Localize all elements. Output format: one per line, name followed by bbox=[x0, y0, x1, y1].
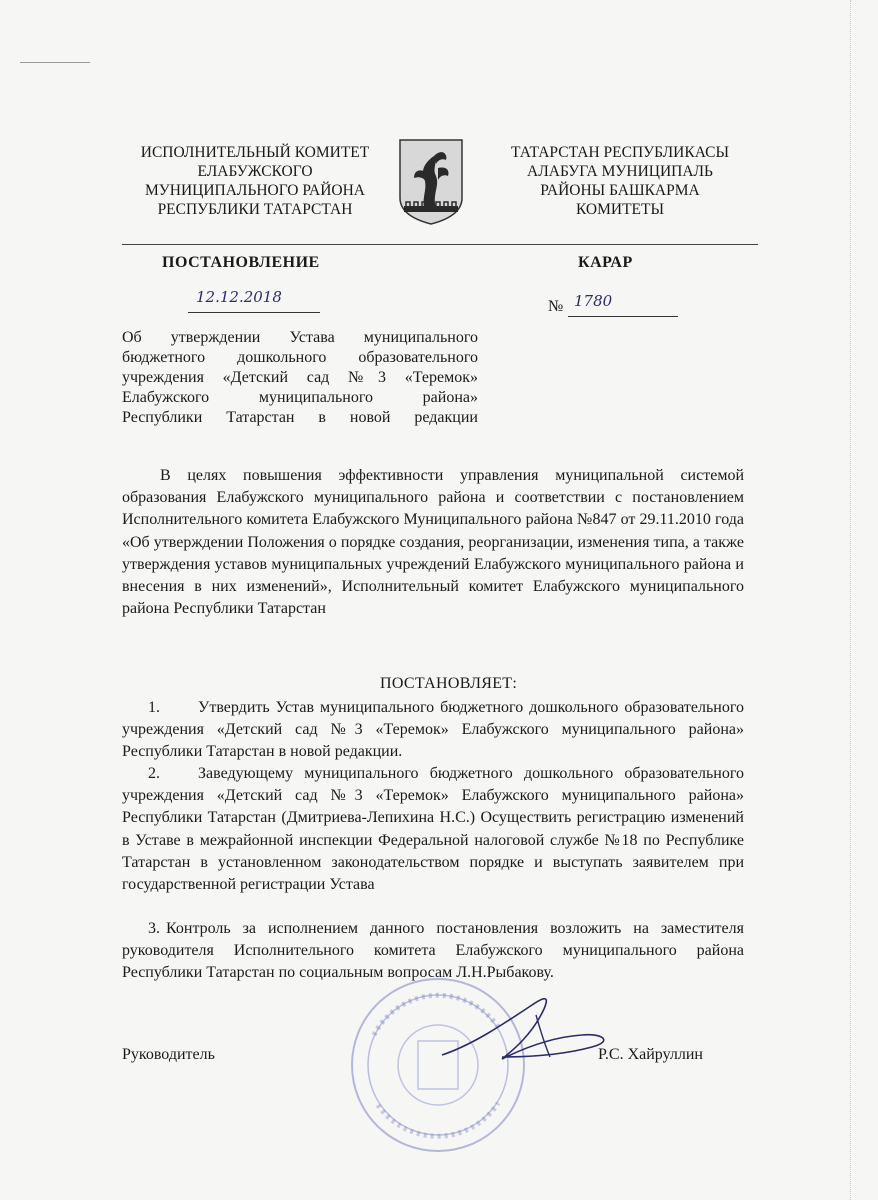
header-right-line: РАЙОНЫ БАШКАРМА bbox=[540, 182, 700, 199]
header-right-block bbox=[490, 143, 750, 219]
decree-item-number: 1. bbox=[148, 699, 160, 716]
decree-item bbox=[122, 763, 744, 896]
decree-item bbox=[122, 697, 744, 764]
scan-edge bbox=[850, 0, 851, 1200]
subject-line: бюджетного дошкольного образовательного bbox=[122, 349, 478, 366]
preamble-paragraph: В целях повышения эффективности управления муниципальной системой образования Елабужского муниципального района и соответствии с постановлением Исполнительного комитета Елабужского Муниципального района №847 от 29.11.2010 года «Об утверждении Положения о порядке создания, реорганизации, изменения типа, а также утверждения уставов муниципальных учреждений Елабужского муниципального района и внесения в них изменений», Исполнительный комитет Елабужского муниципального района Республики Татарстан bbox=[122, 467, 744, 618]
header-right-line: КОМИТЕТЫ bbox=[575, 201, 665, 218]
header-left-line: ЕЛАБУЖСКОГО bbox=[197, 163, 313, 180]
document-title: ПОСТАНОВЛЕНИЕ bbox=[162, 254, 320, 271]
subject-line: учреждения «Детский сад №3 «Теремок» bbox=[122, 369, 478, 386]
header-left-block bbox=[120, 143, 390, 219]
number-label: № bbox=[548, 298, 564, 315]
header-right-line: АЛАБУГА МУНИЦИПАЛЬ bbox=[527, 163, 713, 180]
decree-item-number: 3. bbox=[148, 920, 160, 937]
decrees-heading: ПОСТАНОВЛЯЕТ: bbox=[380, 675, 518, 692]
header-left-line: ИСПОЛНИТЕЛЬНЫЙ КОМИТЕТ bbox=[140, 144, 370, 161]
signatory-position: Руководитель bbox=[122, 1046, 215, 1063]
coat-of-arms-icon bbox=[398, 138, 464, 226]
document-date: 12.12.2018 bbox=[196, 288, 282, 306]
decree-item-text: Контроль за исполнением данного постановления возложить на заместителя руководителя Исполнительного комитета Елабужского муниципального района Республики Татарстан по социальным вопросам Л.Н.Рыбакову. bbox=[122, 920, 744, 982]
header-left-line: РЕСПУБЛИКИ ТАТАРСТАН bbox=[157, 201, 353, 218]
document-number: 1780 bbox=[574, 292, 613, 310]
handwritten-signature-icon bbox=[432, 985, 622, 1075]
subject-line: Об утверждении Устава муниципального bbox=[122, 329, 478, 346]
header-left-line: МУНИЦИПАЛЬНОГО РАЙОНА bbox=[145, 182, 365, 199]
decree-item-text: Заведующему муниципального бюджетного дошкольного образовательного учреждения «Детский сад №3 «Теремок» Елабужского муниципального района» Республики Татарстан (Дмитриева-Лепихина Н.С.) Осуществить регистрацию изменений в Уставе в межрайонной инспекции Федеральной налоговой службе №18 по Республике Татарстан в установленном законодательством порядке и выступать заявителем при государственной регистрации Устава bbox=[122, 765, 744, 894]
decree-item-number: 2. bbox=[148, 765, 160, 782]
scan-artifact-line bbox=[20, 62, 90, 63]
header-divider bbox=[122, 244, 758, 245]
document-title-tatar: КАРАР bbox=[578, 254, 633, 271]
subject-line: Республики Татарстан в новой редакции bbox=[122, 409, 478, 426]
subject-line: Елабужского муниципального района» bbox=[122, 389, 478, 406]
header-right-line: ТАТАРСТАН РЕСПУБЛИКАСЫ bbox=[511, 144, 729, 161]
decree-item-text: Утвердить Устав муниципального бюджетного дошкольного образовательного учреждения «Детский сад №3 «Теремок» Елабужского муниципального района» Республики Татарстан в новой редакции. bbox=[122, 699, 744, 761]
signatory-name: Р.С. Хайруллин bbox=[598, 1046, 703, 1063]
subject-block bbox=[122, 328, 478, 428]
